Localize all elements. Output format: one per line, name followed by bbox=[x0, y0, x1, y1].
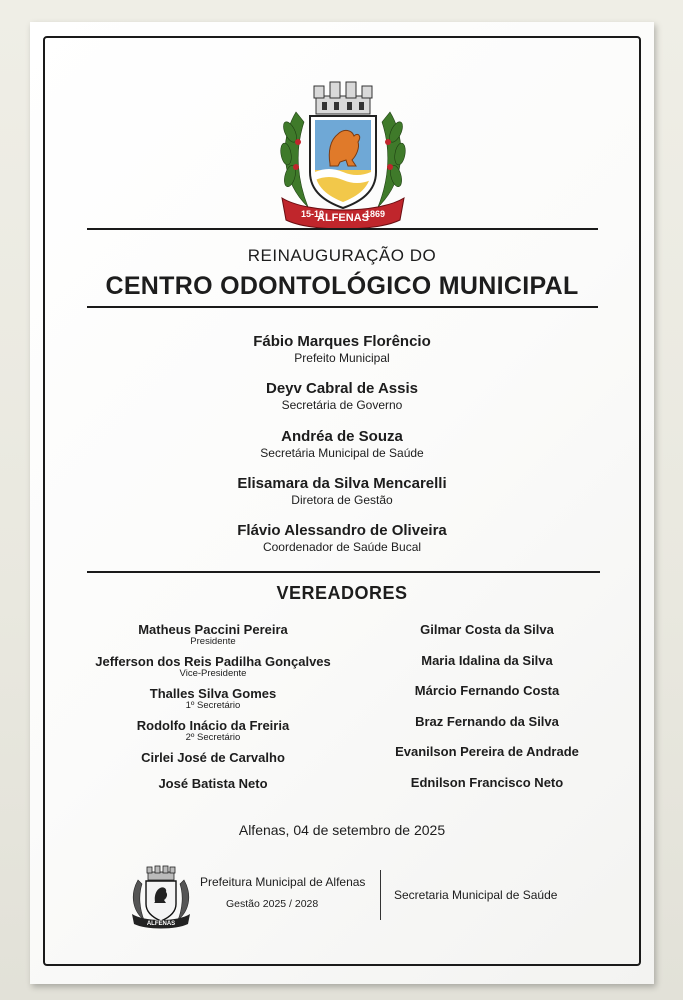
official-entry bbox=[30, 522, 654, 554]
councilor-name: Rodolfo Inácio da Freiria bbox=[136, 718, 290, 733]
official-role: Diretora de Gestão bbox=[291, 493, 393, 507]
councilor-role: Vice-Presidente bbox=[179, 668, 247, 679]
official-name: Elisamara da Silva Mencarelli bbox=[237, 475, 447, 492]
councilor-role: Presidente bbox=[190, 636, 236, 647]
official-role: Prefeito Municipal bbox=[294, 351, 390, 365]
official-entry bbox=[30, 428, 654, 460]
councilor-name: Braz Fernando da Silva bbox=[415, 714, 559, 729]
councilor-name: Jefferson dos Reis Padilha Gonçalves bbox=[95, 654, 331, 669]
top-divider bbox=[87, 228, 598, 230]
footer-department: Secretaria Municipal de Saúde bbox=[394, 888, 558, 902]
councilor-name: Evanilson Pereira de Andrade bbox=[395, 744, 579, 759]
councilor-entry bbox=[367, 622, 607, 637]
councilor-role: 2º Secretário bbox=[185, 732, 241, 743]
date-line: Alfenas, 04 de setembro de 2025 bbox=[238, 822, 446, 838]
councilor-entry bbox=[367, 683, 607, 698]
official-entry bbox=[30, 333, 654, 365]
crest-banner-center: ALFENAS bbox=[317, 212, 369, 224]
heading-large: CENTRO ODONTOLÓGICO MUNICIPAL bbox=[105, 272, 579, 300]
official-entry bbox=[30, 380, 654, 412]
official-name: Flávio Alessandro de Oliveira bbox=[237, 522, 447, 539]
councilor-role: 1º Secretário bbox=[185, 700, 241, 711]
official-role: Secretária Municipal de Saúde bbox=[260, 446, 424, 460]
councilor-entry bbox=[93, 776, 333, 791]
councilor-entry bbox=[93, 718, 333, 743]
councilors-title: VEREADORES bbox=[276, 583, 408, 603]
footer-org: Prefeitura Municipal de Alfenas bbox=[200, 875, 366, 889]
heading-small: REINAUGURAÇÃO DO bbox=[247, 246, 437, 265]
plaque bbox=[30, 22, 654, 984]
crest-banner-right: 1869 bbox=[365, 209, 386, 219]
official-entry bbox=[30, 475, 654, 507]
footer-divider bbox=[380, 870, 381, 920]
councilor-entry bbox=[367, 744, 607, 759]
councilor-name: Márcio Fernando Costa bbox=[414, 683, 560, 698]
councilor-entry bbox=[367, 653, 607, 668]
official-name: Deyv Cabral de Assis bbox=[265, 380, 419, 397]
official-name: Andréa de Souza bbox=[281, 428, 403, 445]
official-role: Coordenador de Saúde Bucal bbox=[262, 540, 422, 554]
crest-banner-left: 15-10 bbox=[301, 209, 325, 219]
councilor-entry bbox=[93, 654, 333, 679]
heading-divider bbox=[87, 306, 598, 308]
councilor-name: Cirlei José de Carvalho bbox=[141, 750, 285, 765]
small-crest-logo bbox=[128, 864, 194, 930]
councilor-entry bbox=[367, 775, 607, 790]
councilor-entry bbox=[367, 714, 607, 729]
footer-term: Gestão 2025 / 2028 bbox=[226, 898, 319, 910]
councilor-name: Thalles Silva Gomes bbox=[149, 686, 277, 701]
city-crest-logo bbox=[268, 72, 418, 232]
councilor-name: Matheus Paccini Pereira bbox=[138, 622, 288, 637]
councilor-name: Gilmar Costa da Silva bbox=[420, 622, 554, 637]
councilor-name: Maria Idalina da Silva bbox=[421, 653, 553, 668]
councilor-entry bbox=[93, 686, 333, 711]
councilor-entry bbox=[93, 750, 333, 765]
small-crest-banner: ALFENAS bbox=[146, 921, 176, 927]
councilors-divider bbox=[87, 571, 600, 573]
councilor-entry bbox=[93, 622, 333, 647]
official-name: Fábio Marques Florêncio bbox=[253, 333, 431, 350]
councilor-name: José Batista Neto bbox=[158, 776, 268, 791]
councilor-name: Ednilson Francisco Neto bbox=[410, 775, 564, 790]
official-role: Secretária de Governo bbox=[281, 398, 403, 412]
